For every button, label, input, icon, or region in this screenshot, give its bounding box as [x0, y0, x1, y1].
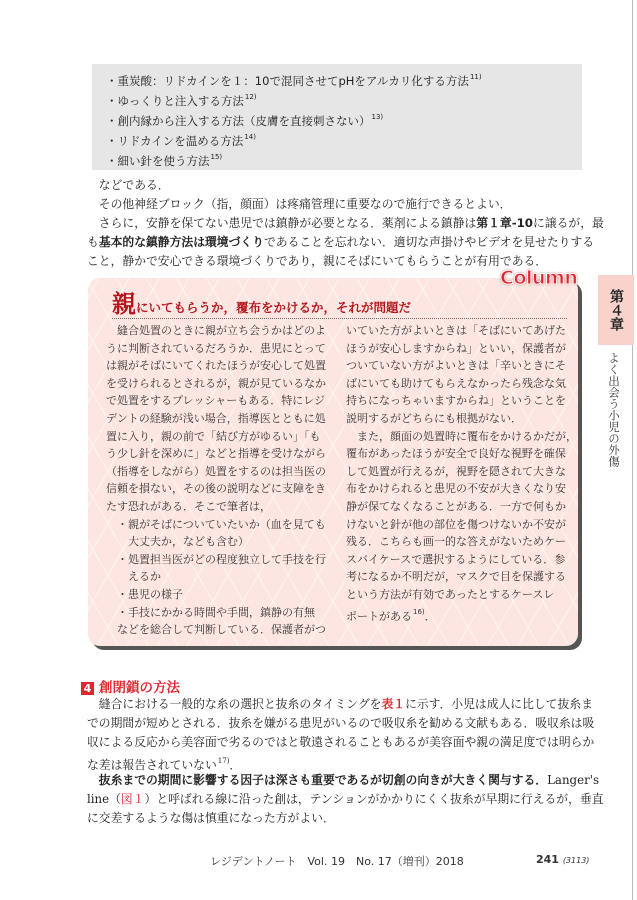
column-text-line: ばにいても助けてもらえなかったら残念な気	[346, 376, 566, 390]
column-text-line: う少し針を深めに」などと指導を受けながら	[106, 447, 326, 461]
text-line: こと，静かで安心できる環境づくりであり，親にそばにいてもらうことが有用である．	[87, 254, 548, 268]
column-text-line: という方法が有効であったとするケースレ	[346, 587, 555, 601]
section-number: 4	[81, 682, 94, 695]
column-text-line: 説明するがどちらにも根拠がない．	[346, 411, 522, 425]
list-item-text: ・重炭酸：リドカインを１：10で混同させてpHをアルカリ化する方法	[106, 74, 469, 88]
section-heading	[81, 676, 180, 696]
text-run: 縫合における一般的な糸の選択と抜糸のタイミングを	[87, 697, 382, 711]
text-run: ．	[229, 758, 242, 772]
list-item	[106, 73, 482, 89]
chapter-reference: 第１章-10	[476, 216, 534, 230]
column-text-line: デントの経験が浅い場合，指導医とともに処	[106, 411, 326, 425]
intro-text	[87, 176, 604, 271]
text-line	[87, 771, 600, 790]
column-text-line: ついていない方がよいときは「辛いときにそ	[346, 359, 566, 373]
column-text-line: けないと針が他の部位を傷つけないか不安が	[346, 517, 566, 531]
text-run: ポートがある	[346, 609, 412, 623]
page-number	[536, 853, 589, 866]
column-left-text	[106, 322, 326, 639]
column-label: Column	[500, 267, 578, 289]
emphasis-text: 抜糸までの期間に影響する因子は深さも重要であるが切創の向きが大きく関与する．	[87, 773, 548, 787]
list-item	[106, 133, 256, 149]
column-title-initial: 親	[112, 289, 136, 318]
text-line	[87, 695, 593, 714]
table-link[interactable]: 表１	[381, 697, 406, 711]
list-item-text: ・ゆっくりと注入する方法	[106, 94, 244, 108]
column-text-line: 縫合処置のときに親が立ち会うかはどのよ	[106, 324, 326, 337]
list-item	[106, 93, 257, 109]
column-text-line: ・処置担当医がどの程度独立して手技を行	[106, 552, 326, 566]
method-list-box	[92, 64, 582, 170]
total-page-number: (3113)	[562, 856, 590, 865]
column-text-line: 布をかけられると患児の不安が大きくなり安	[346, 482, 566, 496]
text-run: に譲るが，最	[533, 216, 604, 230]
text-run: ）と呼ばれる線に沿った創は，テンションがかかりにくく抜糸が早期に行えるが，垂直	[144, 792, 604, 806]
column-text-line: ほうが安心しますからね」といい，保護者が	[346, 341, 566, 355]
chapter-subtitle: よく出会う小児の外傷	[607, 352, 621, 467]
text-line: などである．	[87, 178, 170, 192]
column-text-line: は親がそばにいてくれたほうが安心して処置	[106, 359, 326, 373]
text-run: に示す．小児は成人に比して抜糸ま	[405, 697, 593, 711]
column-text-line: また，顔面の処置時に覆布をかけるかだが，	[346, 429, 577, 443]
emphasis-text: 基本的な鎮静方法は環境づくり	[98, 235, 264, 249]
reference: 13)	[371, 113, 384, 121]
reference: 11)	[469, 73, 482, 81]
column-right-text	[346, 322, 577, 621]
text-run: さらに，安静を保てない患児では鎮静が必要となる．薬剤による鎮静は	[87, 216, 477, 230]
column-text-line: 残る．こちらも画一的な答えがないためケー	[346, 535, 566, 549]
reference: 15)	[210, 153, 223, 161]
column-title	[112, 290, 567, 319]
page-number-text: 241	[536, 853, 559, 866]
reference: 14)	[244, 133, 256, 141]
text-line: に交差するような傷は慎重になった方がよい．	[87, 811, 335, 825]
text-run: も	[87, 235, 99, 249]
column-text-line: いていた方がよいときは「そばにいてあげた	[346, 324, 566, 337]
column-text-line: 持ちになっちゃいますからね」ということを	[346, 394, 566, 408]
column-text-line: ・手技にかかる時間や手間，鎮静の有無	[106, 605, 315, 619]
text-line	[87, 233, 595, 252]
column-text-line: 静が保てなくなることがある．一方で何もか	[346, 499, 566, 513]
column-text-line: えるか	[106, 570, 161, 584]
reference: 12)	[244, 93, 257, 101]
column-text-line: して処置が行えるが，視野を隠されて大きな	[346, 464, 566, 478]
column-text-line: ・患児の様子	[106, 587, 183, 601]
column-text-line: を受けられるとされるが，親が見ているなか	[106, 376, 326, 390]
column-text-line: 考になるか不明だが，マスクで目を保護する	[346, 570, 566, 584]
column-text-line: 置に入り，親の前で「結び方がゆるい」「も	[106, 429, 321, 443]
page-edge-line	[632, 0, 633, 900]
list-item-text: ・細い針を使う方法	[106, 154, 210, 168]
section-text	[87, 695, 604, 828]
text-run: Langer's	[547, 773, 600, 787]
list-item	[106, 113, 383, 129]
text-line: での期間が短めとされる．抜糸を嫌がる患児がいるので吸収糸を勧める文献もある．吸収糸は吸	[87, 716, 595, 730]
figure-link[interactable]: 図１	[120, 792, 145, 806]
text-run: な差は報告されていない	[87, 758, 217, 772]
list-item-text: ・リドカインを温める方法	[106, 134, 244, 148]
reference: 17)	[217, 757, 230, 765]
chapter-tab[interactable]: 第４章	[598, 275, 634, 345]
text-line	[87, 790, 604, 809]
text-run: ．	[424, 609, 436, 623]
text-run: であることを忘れない．適切な声掛けやビデオを見せたりする	[263, 235, 595, 249]
text-line	[87, 752, 587, 771]
text-line: 収による反応から美容面で劣るのではと敬遠されることもあるが美容面や親の満足度では明らか	[87, 735, 595, 749]
column-text-line	[346, 604, 577, 622]
footer-journal: レジデントノート Vol. 19 No. 17（増刊）2018	[210, 855, 464, 868]
text-line: その他神経ブロック（指，顔面）は疼痛管理に重要なので施行できるとよい．	[87, 197, 512, 211]
column-text-line: 信頼を損ない，その後の説明などに支障をき	[106, 482, 326, 496]
section-title: 創閉鎖の方法	[99, 680, 180, 696]
column-text-line: 覆布があったほうが安全で良好な視野を確保	[346, 447, 566, 461]
column-text-line: うに判断されているだろうか．患児にとって	[106, 341, 326, 355]
column-text-line: などを総合して判断している．保護者がつ	[106, 623, 326, 637]
reference: 16)	[413, 607, 425, 616]
column-text-line: （指導をしながら）処置をするのは担当医の	[106, 464, 326, 478]
column-text-line: 大丈夫か，なども含む）	[106, 535, 249, 549]
text-line	[87, 214, 604, 233]
column-text-line: たす恐れがある．そこで筆者は，	[106, 499, 271, 513]
text-run: line（	[87, 792, 121, 806]
column-title-text: にいてもらうか，覆布をかけるか，それが問題だ	[136, 300, 412, 315]
column-text-line: ・親がそばについていたいか（血を見ても	[106, 517, 326, 531]
list-item-text: ・創内縁から注入する方法（皮膚を直接刺さない）	[106, 114, 371, 128]
column-text-line: で処置をするプレッシャーもある．特にレジ	[106, 394, 325, 408]
column-text-line: スバイケースで選択するようにしている．参	[346, 552, 566, 566]
list-item	[106, 153, 222, 169]
